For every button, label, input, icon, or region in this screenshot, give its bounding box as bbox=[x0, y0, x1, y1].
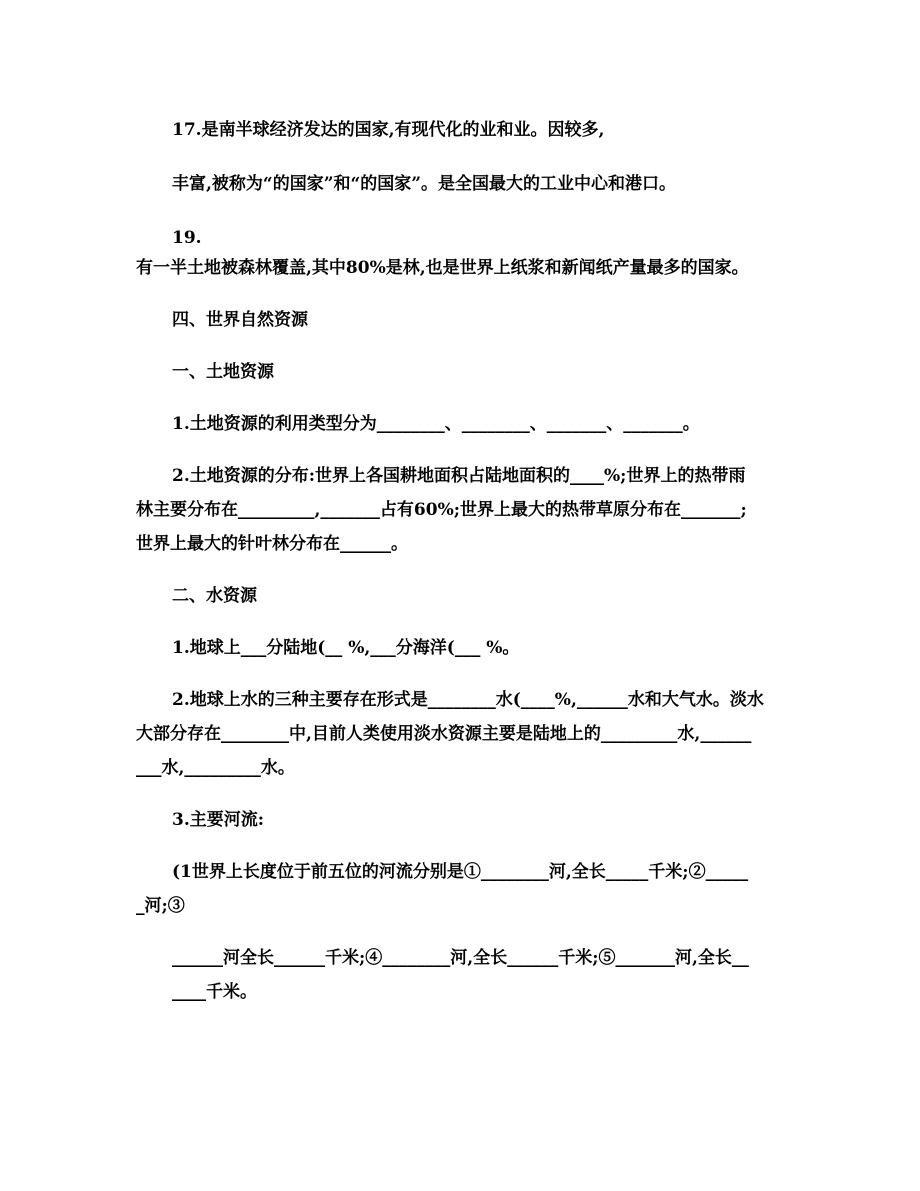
text-line-19-number: 19. bbox=[172, 228, 202, 248]
text-line-rivers-3: ______河全长______千米;④________河,全长______千米;⑤_______河,全长__ bbox=[172, 948, 749, 968]
text-line-19-body: 有一半土地被森林覆盖,其中80%是林,也是世界上纸浆和新闻纸产量最多的国家。 bbox=[136, 258, 749, 278]
section-heading-natural-resources: 四、世界自然资源 bbox=[172, 310, 308, 330]
text-line-land-types: 1.土地资源的利用类型分为________、________、_______、_______。 bbox=[172, 414, 700, 434]
text-line-17-continued: 丰富,被称为“的国家”和“的国家”。是全国最大的工业中心和港口。 bbox=[172, 174, 677, 194]
text-line-land-distribution-2: 林主要分布在_________,_______占有60%;世界上最大的热带草原分布在_______; bbox=[136, 500, 747, 520]
text-line-rivers-2: _河;③ bbox=[136, 896, 185, 916]
text-line-rivers-4: ____千米。 bbox=[172, 982, 257, 1002]
text-line-main-rivers: 3.主要河流: bbox=[172, 810, 265, 830]
text-line-17-heading: 17.是南半球经济发达的国家,有现代化的业和业。因较多, bbox=[172, 120, 605, 140]
text-line-earth-surface: 1.地球上___分陆地(__ %,___分海洋(___ %。 bbox=[172, 638, 520, 658]
text-line-land-distribution: 2.土地资源的分布:世界上各国耕地面积占陆地面积的____%;世界上的热带雨 bbox=[172, 466, 746, 486]
text-line-rivers-1: (1世界上长度位于前五位的河流分别是①________河,全长_____千米;②_____ bbox=[172, 862, 749, 882]
text-line-water-forms: 2.地球上水的三种主要存在形式是________水(____%,______水和大气水。淡水 bbox=[172, 690, 764, 710]
text-line-water-forms-3: ___水,_________水。 bbox=[136, 758, 295, 778]
text-line-water-forms-2: 大部分存在________中,目前人类使用淡水资源主要是陆地上的_________水,______ bbox=[136, 724, 752, 744]
subsection-heading-water: 二、水资源 bbox=[172, 586, 257, 606]
subsection-heading-land: 一、土地资源 bbox=[172, 362, 274, 382]
text-line-land-distribution-3: 世界上最大的针叶林分布在______。 bbox=[136, 534, 408, 554]
